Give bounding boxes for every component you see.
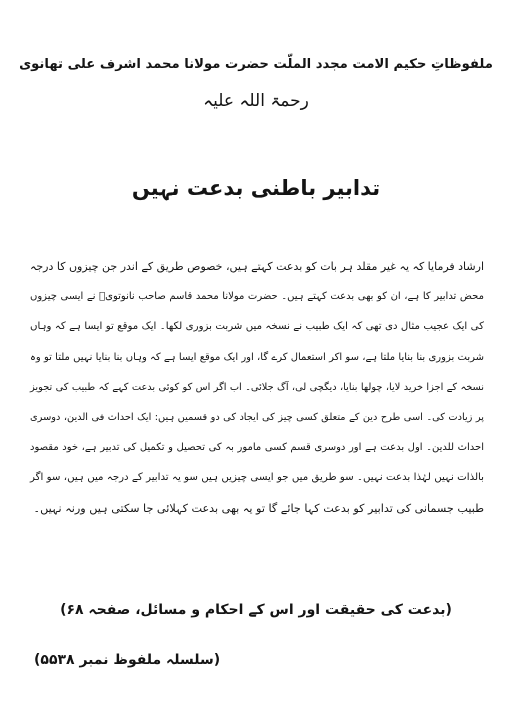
body-line: نسخہ کے اجزا خرید لایا، چولھا بنایا، دیگچی لی، آگ جلائی۔ اب اگر اس کو کوئی بدعت کہے کہ طبیب کی تجویز: [30, 381, 484, 393]
body-line: بالذات نہیں لہٰذا بدعت نہیں۔ سو طریق میں جو ایسی چیزیں ہیں سو یہ تدابیر کے درجہ میں ہیں، سو اگر: [30, 472, 484, 484]
body-line: کی ایک عجیب مثال دی تھی کہ ایک طبیب نے نسخہ میں شربت بزوری لکھا۔ ایک موقع تو ایسا ہے کہ وہاں: [30, 321, 484, 333]
body-line: پر زیادت کی۔ اسی طرح دین کے متعلق کسی چیز کی ایجاد کی دو قسمیں ہیں: ایک احداث فی الدین، دوسری: [30, 412, 484, 424]
body-line: شربت بزوری بنا بنایا ملتا ہے، سو اکر استعمال کرے گا، اور ایک موقع ایسا ہے کہ وہاں بنا بنایا نہیں ملتا تو وہ: [30, 351, 484, 363]
document-title: ملفوظاتِ حکیم الامت مجدد الملّت حضرت مولانا محمد اشرف علی تھانوی: [19, 57, 493, 72]
body-line: احداث للدین۔ اول بدعت ہے اور دوسری قسم کسی مامور بہ کی تحصیل و تکمیل کی تدبیر ہے، خود مقصود: [30, 442, 484, 454]
body-paragraph: [30, 252, 484, 524]
document-title-honorific: رحمۃ اللہ علیہ: [203, 91, 309, 111]
heading-block: [16, 48, 496, 118]
section-title: تدابیر باطنی بدعت نہیں: [131, 176, 381, 200]
body-line: محض تدابیر کا ہے، ان کو بھی بدعت کہتے ہیں۔ حضرت مولانا محمد قاسم صاحب نانوتویؒ نے ایسی چیزوں: [30, 291, 484, 303]
source-reference: (بدعت کی حقیقت اور اس کے احکام و مسائل، صفحہ ۶۸): [60, 602, 452, 618]
series-number: (سلسلہ ملفوظ نمبر ۵۵۳۸): [34, 652, 221, 668]
body-line: طبیب جسمانی کی تدابیر کو بدعت کہا جائے گا تو یہ بھی بدعت کہلائی جا سکتی ہیں ورنہ نہیں۔: [33, 501, 484, 515]
body-line: ارشاد فرمایا کہ یہ غیر مقلد ہر بات کو بدعت کہتے ہیں، خصوص طریق کے اندر جن چیزوں کا درجہ: [29, 260, 484, 273]
